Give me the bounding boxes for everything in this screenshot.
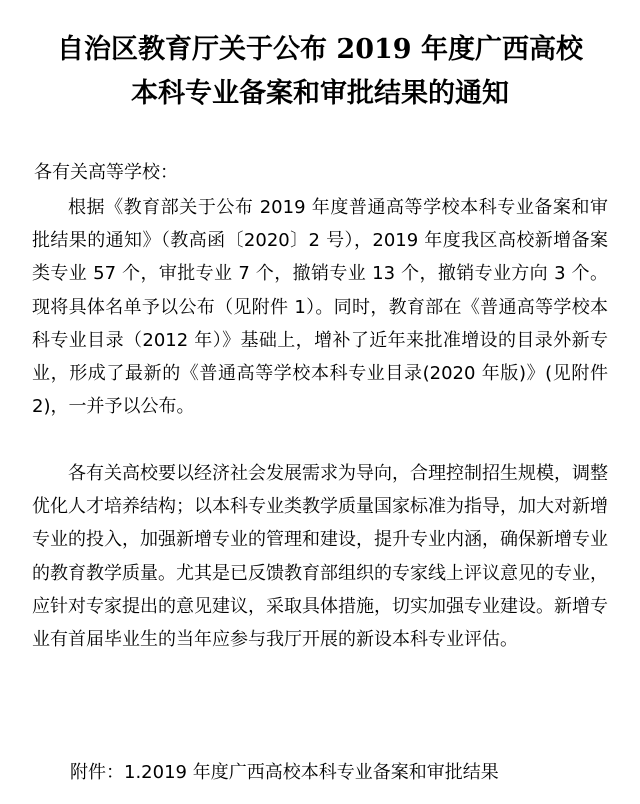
attachment-item-1: 附件：1.2019 年度广西高校本科专业备案和审批结果 [70,762,499,783]
paragraph-1: 根据《教育部关于公布 2019 年度普通高等学校本科专业备案和审批结果的通知》（教高函〔2020〕2 号），2019 年度我区高校新增备案类专业 57 个，审批专业 7 个，撤销专业 13 个，撤销专业方向 3 个。现将具体名单予以公布（见附件 1）。同时，教育部在《普通高等学校本科专业目录（2012 年）》基础上，增补了近年来批准增设的目录外新专业，形成了最新的《普通高等学校本科专业目录(2020 年版)》(见附件 2)，一并予以公布。 [32,197,608,418]
greeting: 各有关高等学校： [34,162,178,183]
document-title-line1: 自治区教育厅关于公布 2019 年度广西高校 [57,34,583,65]
paragraph-2: 各有关高校要以经济社会发展需求为导向，合理控制招生规模，调整优化人才培养结构；以本科专业类教学质量国家标准为指导，加大对新增专业的投入，加强新增专业的管理和建设，提升专业内涵，确保新增专业的教育教学质量。尤其是已反馈教育部组织的专家线上评议意见的专业，应针对专家提出的意见建议，采取具体措施，切实加强专业建设。新增专业有首届毕业生的当年应参与我厅开展的新设本科专业评估。 [32,463,608,651]
document-title-line2: 本科专业备案和审批结果的通知 [131,78,509,109]
